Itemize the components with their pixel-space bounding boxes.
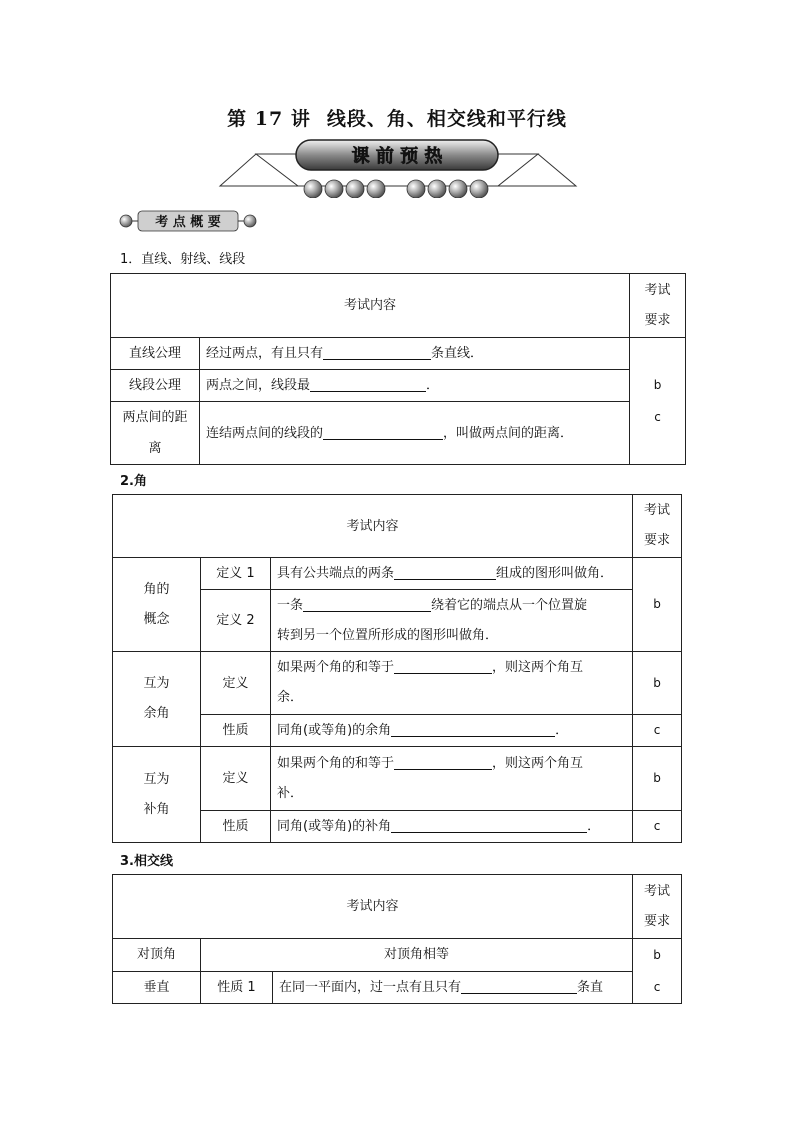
row-name: 线段公理 [111,370,200,402]
property-label: 性质 [201,811,271,843]
banner-decoration [218,138,578,198]
definition-content: 具有公共端点的两条 组成的图形叫做角． [271,558,633,590]
requirement-cell: b c [633,939,682,1004]
group-name: 互为 补角 [113,747,201,843]
requirement-cell: c [633,811,682,843]
row-content: 经过两点，有且只有 条直线． [200,338,630,370]
answer-blank[interactable] [303,597,431,612]
header-content: 考试内容 [113,495,633,558]
property-content: 同角(或等角)的余角 ． [271,715,633,747]
bead-row [304,180,488,198]
property-label: 性质 [201,715,271,747]
requirement-cell: b [633,558,682,652]
table-angles [112,494,682,843]
definition-content: 如果两个角的和等于 ，则这两个角互 余． [271,652,633,715]
table-lines [110,273,686,465]
property-content: 在同一平面内，过一点有且只有 条直 [273,971,633,1004]
section-badge [118,209,258,233]
row-name: 直线公理 [111,338,200,370]
row-content: 连结两点间的线段的 ，叫做两点间的距离． [200,402,630,465]
banner-label: 课 前 预 热 [351,146,443,167]
header-content: 考试内容 [113,875,633,939]
answer-blank[interactable] [323,425,443,440]
requirement-cell: b [633,652,682,715]
definition-label: 定义 [201,652,271,715]
header-content: 考试内容 [111,274,630,338]
row-content: 对顶角相等 [201,939,633,972]
table-intersecting-lines [112,874,682,1004]
row-content: 两点之间，线段最 ． [200,370,630,402]
row-name: 垂直 [113,971,201,1004]
answer-blank[interactable] [394,659,492,674]
definition-label: 定义 [201,747,271,811]
property-content: 同角(或等角)的补角 ． [271,811,633,843]
lecture-number: 第 17 讲 [227,108,311,130]
row-name: 两点间的距 离 [111,402,200,465]
header-requirement: 考试 要求 [633,495,682,558]
requirement-cell: c [633,715,682,747]
answer-blank[interactable] [391,818,587,833]
property-label: 性质 1 [201,971,273,1004]
header-requirement: 考试 要求 [633,875,682,939]
section-1-heading: 1．直线、射线、线段 [120,252,246,267]
definition-content: 一条 绕着它的端点从一个位置旋 转到另一个位置所形成的图形叫做角． [271,590,633,652]
row-name: 对顶角 [113,939,201,972]
lecture-topic: 线段、角、相交线和平行线 [326,108,567,130]
badge-label: 考 点 概 要 [155,215,221,230]
answer-blank[interactable] [310,377,426,392]
answer-blank[interactable] [461,979,577,994]
answer-blank[interactable] [394,565,496,580]
definition-label: 定义 1 [201,558,271,590]
requirement-cell: b [633,747,682,811]
answer-blank[interactable] [394,755,492,770]
section-3-heading: 3.相交线 [120,854,173,869]
page-title [0,104,794,131]
definition-content: 如果两个角的和等于 ，则这两个角互 补． [271,747,633,811]
group-name: 互为 余角 [113,652,201,747]
group-name: 角的 概念 [113,558,201,652]
section-2-heading: 2.角 [120,474,147,489]
answer-blank[interactable] [323,345,431,360]
requirement-cell: b c [630,338,686,465]
header-requirement: 考试 要求 [630,274,686,338]
definition-label: 定义 2 [201,590,271,652]
answer-blank[interactable] [391,722,555,737]
